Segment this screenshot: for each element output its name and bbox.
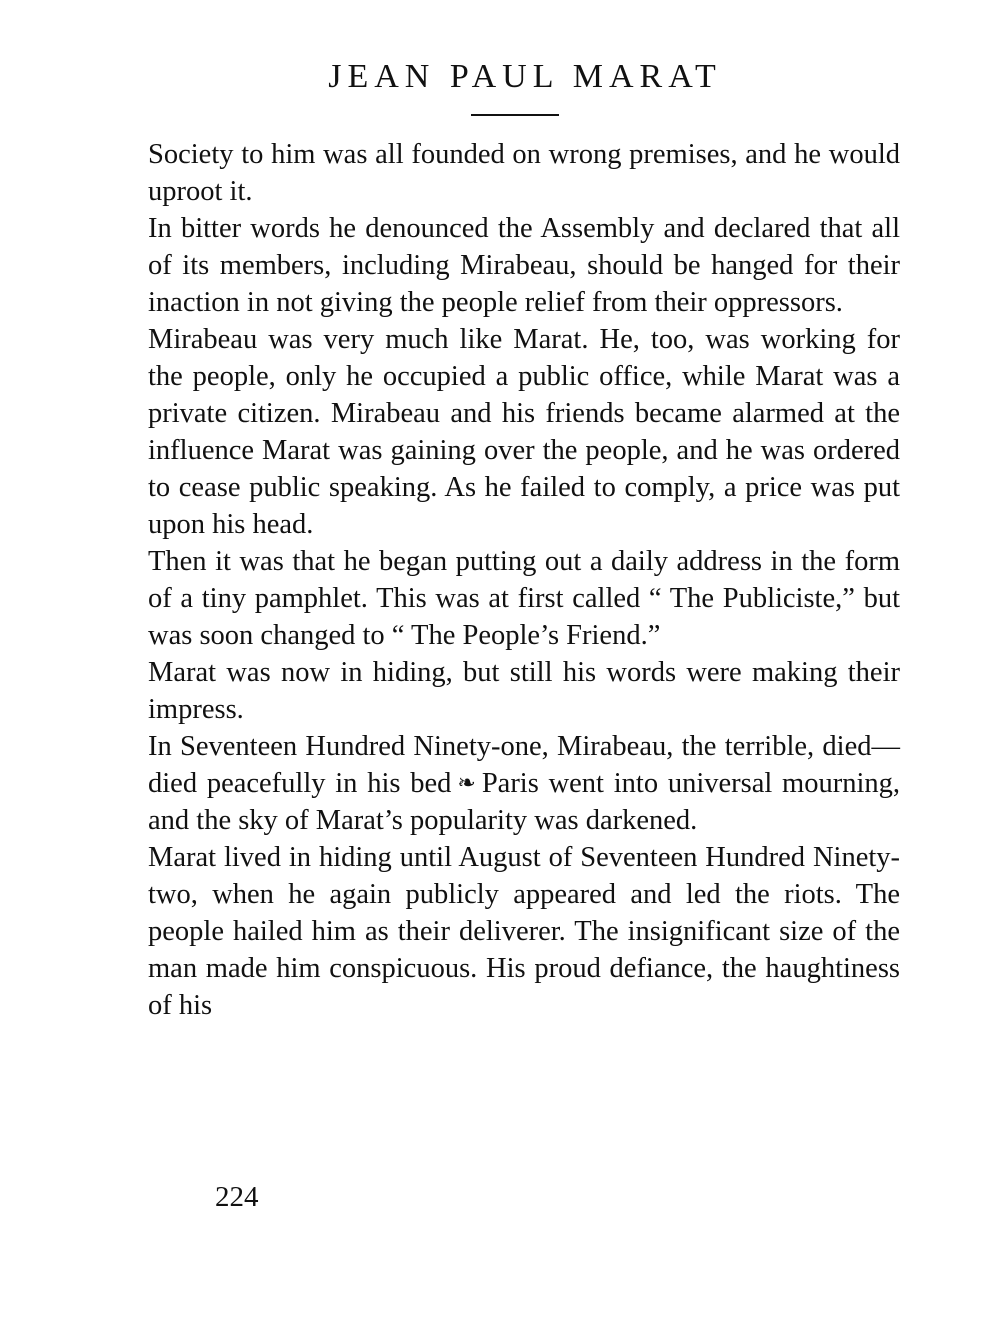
paragraph-4: Then it was that he began putting out a daily address in the form of a tiny pamphlet. This was at first called “ The Publiciste,” but was soon changed to “ The People’s Friend.” xyxy=(148,546,900,651)
head-rule xyxy=(471,114,559,116)
paragraph-6-before: In Seventeen Hundred Ninety-one, Mirabeau, the terrible, died—died peacefully in his bed xyxy=(148,731,900,799)
paragraph-3: Mirabeau was very much like Marat. He, too, was working for the people, only he occupied a public office, while Marat was a private citizen. Mirabeau and his friends became alarmed at the influence Marat was gaining over the people, and he was ordered to cease public speaking. As he failed to comply, a price was put upon his head. xyxy=(148,324,900,540)
paragraph-2: In bitter words he denounced the Assembly and declared that all of its members, including Mirabeau, should be hanged for their inaction in not giving the people relief from their oppressors. xyxy=(148,213,900,318)
page-number: 224 xyxy=(215,1181,259,1213)
running-head: JEAN PAUL MARAT xyxy=(328,58,722,95)
paragraph-5: Marat was now in hiding, but still his words were making their impress. xyxy=(148,657,900,725)
body-text xyxy=(148,136,900,1024)
paragraph-1: Society to him was all founded on wrong premises, and he would uproot it. xyxy=(148,139,900,207)
paragraph-6-after: Paris went into universal mourning, and the sky of Marat’s popularity was darkened. xyxy=(148,768,901,836)
fleuron-ornament-icon: ❧ xyxy=(457,770,476,795)
paragraph-7: Marat lived in hiding until August of Seventeen Hundred Ninety-two, when he again publicly appeared and led the riots. The people hailed him as their deliverer. The insignificant size of the man made him conspicuous. His proud defiance, the haughtiness of his xyxy=(148,842,900,1021)
paragraph-6 xyxy=(148,728,900,839)
